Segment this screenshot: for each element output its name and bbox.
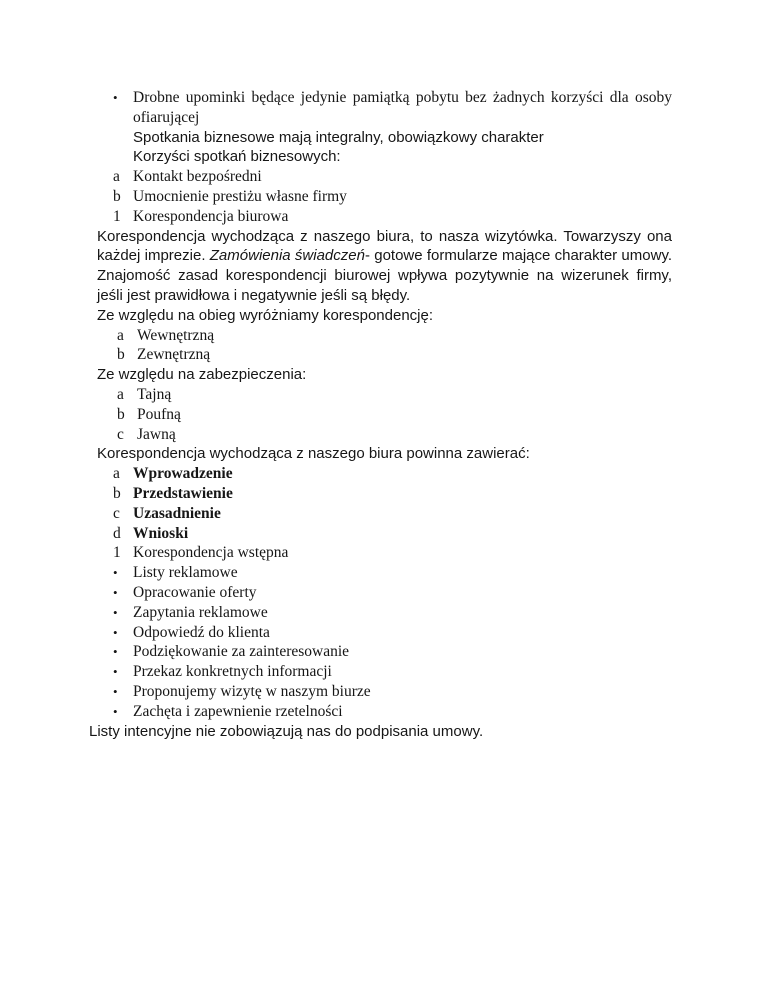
text-run: Odpowiedź do klienta (133, 623, 270, 641)
text-run: Drobne upominki będące jedynie pamiątką pobytu bez żadnych korzyści dla osoby ofiarującej (133, 89, 672, 126)
list-marker: a (117, 326, 124, 344)
text-run: Podziękowanie za zainteresowanie (133, 643, 350, 661)
list-item (97, 642, 672, 662)
paragraph (97, 306, 672, 326)
list-marker: b (113, 187, 121, 205)
list-marker: a (117, 385, 124, 403)
text-run: Zapytania reklamowe (133, 603, 268, 621)
bullet-icon: • (113, 90, 118, 105)
paragraph (97, 227, 672, 306)
text-run: Zewnętrzną (137, 346, 211, 364)
list-marker: b (117, 405, 125, 423)
list-item (97, 484, 672, 504)
bullet-icon: • (113, 624, 118, 640)
paragraph (97, 444, 672, 464)
text-run: - gotowe formularze mające charakter umowy. Znajomość zasad korespondencji biurowej wpływa pozytywnie na wizerunek firmy, jeśli jest prawidłowa i negatywnie jeśli są błędy. (97, 247, 672, 304)
bullet-icon: • (113, 565, 118, 581)
text-run: Tajną (137, 385, 172, 403)
paragraph (97, 365, 672, 385)
text-run: Listy intencyjne nie zobowiązują nas do podpisania umowy. (89, 722, 484, 740)
italic-text-run: Zamówienia świadczeń (209, 247, 365, 265)
list-marker: 1 (113, 544, 121, 562)
bullet-icon: • (113, 703, 118, 719)
list-marker: b (113, 484, 121, 502)
text-run: Korzyści spotkań biznesowych: (133, 148, 341, 166)
text-run: Korespondencja biurowa (133, 207, 289, 225)
text-run: Wnioski (133, 524, 189, 542)
list-item (97, 662, 672, 682)
list-item (97, 623, 672, 643)
text-run: Przedstawienie (133, 484, 233, 502)
text-run: Kontakt bezpośredni (133, 168, 262, 186)
text-run: Poufną (137, 405, 181, 423)
bullet-icon: • (113, 683, 118, 699)
list-item (97, 385, 672, 405)
text-run: Uzasadnienie (133, 504, 221, 522)
list-item (97, 524, 672, 544)
bullet-icon: • (113, 664, 118, 680)
text-run: Ze względu na zabezpieczenia: (97, 366, 307, 384)
list-item (97, 563, 672, 583)
text-run: Proponujemy wizytę w naszym biurze (133, 682, 371, 700)
list-item (97, 345, 672, 365)
text-run (97, 228, 672, 304)
text-run: Jawną (137, 425, 176, 443)
text-run: Spotkania biznesowe mają integralny, obowiązkowy charakter (133, 128, 544, 146)
list-item (97, 682, 672, 702)
text-run: Wprowadzenie (133, 465, 233, 483)
list-item (97, 88, 672, 128)
list-item (97, 187, 672, 207)
list-marker: a (113, 465, 120, 483)
bullet-icon: • (113, 644, 118, 660)
list-item (97, 405, 672, 425)
bullet-icon: • (113, 584, 118, 600)
paragraph (97, 147, 672, 167)
list-marker: a (113, 168, 120, 186)
list-item (97, 583, 672, 603)
text-run: Zachęta i zapewnienie rzetelności (133, 702, 343, 720)
list-item (97, 167, 672, 187)
paragraph (97, 128, 672, 148)
list-item (97, 425, 672, 445)
list-item (97, 207, 672, 227)
text-run: Listy reklamowe (133, 564, 238, 582)
text-run: Umocnienie prestiżu własne firmy (133, 187, 347, 205)
document-content (89, 88, 672, 741)
list-item (97, 504, 672, 524)
list-marker: d (113, 524, 121, 542)
text-run: Przekaz konkretnych informacji (133, 663, 332, 681)
text-run: Korespondencja wychodząca z naszego biura, to nasza wizytówka. Towarzyszy ona każdej imprezie. (97, 227, 672, 265)
text-run: Korespondencja wstępna (133, 544, 289, 562)
list-item (97, 543, 672, 563)
list-marker: c (117, 425, 124, 443)
text-run: Korespondencja wychodząca z naszego biura powinna zawierać: (97, 445, 530, 463)
list-item (97, 464, 672, 484)
text-run: Opracowanie oferty (133, 583, 257, 601)
list-marker: b (117, 346, 125, 364)
list-item (97, 326, 672, 346)
list-item (97, 702, 672, 722)
list-item (97, 603, 672, 623)
paragraph (89, 722, 672, 742)
text-run: Wewnętrzną (137, 326, 215, 344)
text-run: Ze względu na obieg wyróżniamy korespondencję: (97, 306, 434, 324)
bullet-icon: • (113, 604, 118, 620)
list-marker: c (113, 504, 120, 522)
list-marker: 1 (113, 207, 121, 225)
